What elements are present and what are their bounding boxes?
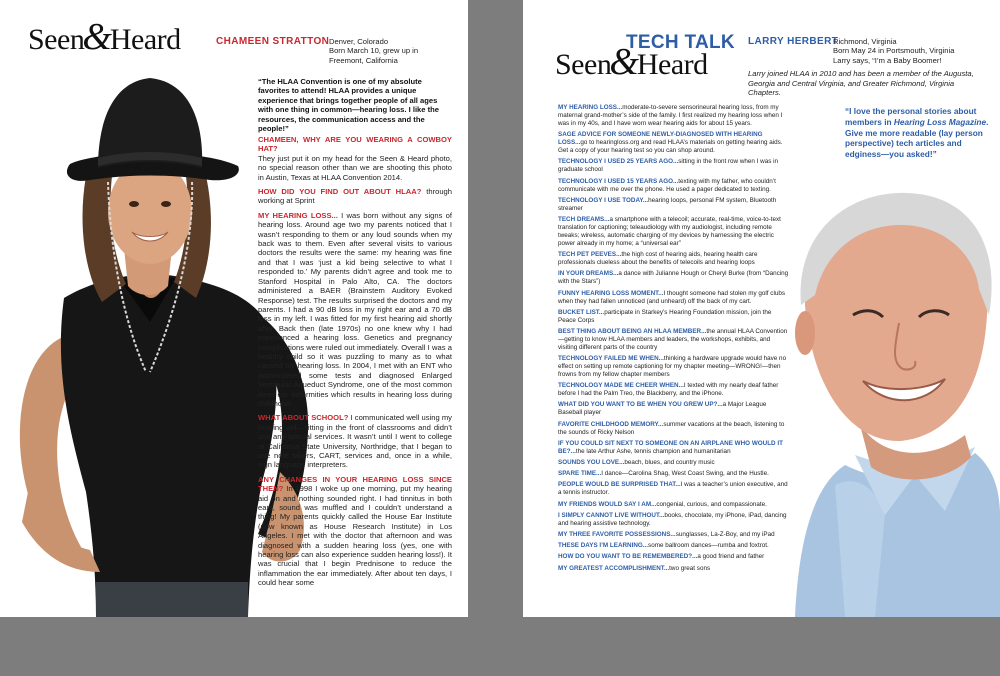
qa-paragraph [258, 187, 452, 206]
pull-quote-text: “I love the personal stories about members in [845, 106, 977, 127]
question-text: TECHNOLOGY MADE ME CHEER WHEN... [558, 382, 684, 390]
question-text: ANY CHANGES IN YOUR HEARING LOSS SINCE THEN? [258, 474, 452, 494]
person-bio [329, 37, 464, 65]
qa-item [558, 401, 790, 417]
question-text: I SIMPLY CANNOT LIVE WITHOUT... [558, 511, 665, 519]
qa-list [558, 104, 790, 576]
answer-text: They just put it on my head for the Seen & Heard photo, no special reason other than we are shooting this photo in Austin, Texas at HLAA Convention 2014. [258, 153, 452, 182]
qa-item [558, 470, 790, 478]
qa-item [558, 481, 790, 497]
logo-ampersand: & [82, 16, 112, 58]
right-page [523, 0, 1000, 617]
answer-text: moderate-to-severe sensorineural hearing loss, from my maternal grand-mother’s side of the family. I first realized my hearing loss when I was in my 40s, and I have worn wear hearing aids for about 15 years. [558, 104, 783, 127]
question-text: FUNNY HEARING LOSS MOMENT... [558, 289, 664, 297]
answer-text: I communicated well using my hearing aid—sitting in the front of classrooms and didn’t use any special services. It wasn’t until I went to college at California State University, Northridge, that I began to use note takers, CART, services and, once in a while, sign language interpreters. [258, 413, 452, 470]
qa-item [558, 197, 790, 213]
bio-line: Born May 24 in Portsmouth, Virginia [833, 46, 955, 56]
qa-paragraph [258, 135, 452, 182]
qa-paragraph [258, 475, 452, 588]
answer-text: beach, blues, and country music [624, 459, 715, 466]
question-text: WHAT DID YOU WANT TO BE WHEN YOU GREW UP?... [558, 401, 723, 409]
left-page [0, 0, 468, 617]
qa-item [558, 531, 790, 539]
section-title: TECH TALK [626, 32, 735, 53]
qa-item [558, 131, 790, 155]
qa-item [558, 309, 790, 325]
question-text: BEST THING ABOUT BEING AN HLAA MEMBER... [558, 327, 707, 335]
qa-item [558, 501, 790, 509]
question-text: TECH DREAMS... [558, 215, 610, 223]
answer-text: congenial, curious, and compassionate. [656, 500, 767, 508]
magazine-title: Hearing Loss Magazine [893, 116, 987, 127]
answer-text: books, chocolate, my iPhone, iPad, dancing and hearing assistive technology. [558, 511, 787, 527]
lead-quote: “The HLAA Convention is one of my absolute favorites to attend! HLAA provides a unique experience that brings together people of all ages with one thing in common—hearing loss. I like the resources, the communication access and the people!” [258, 77, 440, 134]
pull-quote [845, 106, 990, 160]
question-text: MY HEARING LOSS... [558, 104, 623, 111]
question-text: MY HEARING LOSS... [258, 210, 338, 220]
qa-paragraph [258, 413, 452, 469]
answer-text: hearing loops, personal FM system, Bluetooth streamer [558, 196, 777, 212]
question-text: TECH PET PEEVES... [558, 251, 622, 259]
qa-item [558, 104, 790, 128]
answer-text: I dance—Carolina Shag, West Coast Swing, and the Hustle. [601, 470, 769, 478]
qa-paragraph [258, 211, 452, 409]
person-bio [833, 37, 993, 65]
question-text: SAGE ADVICE FOR SOMEONE NEWLY-DIAGNOSED WITH HEARING LOSS... [558, 131, 763, 147]
qa-item [558, 290, 790, 306]
answer-text: I texted with my nearly deaf father before I had the Palm Treo, the Blackberry, and the iPhone. [558, 382, 779, 398]
person-name: LARRY HERBERT [748, 36, 839, 47]
answer-text: two great sons [669, 564, 711, 572]
question-text: FAVORITE CHILDHOOD MEMORY... [558, 420, 664, 428]
answer-text: through working at Sprint [258, 187, 452, 206]
question-text: PEOPLE WOULD BE SURPRISED THAT... [558, 481, 681, 489]
question-text: THESE DAYS I’M LEARNING... [558, 542, 649, 550]
qa-item [558, 553, 790, 561]
question-text: BUCKET LIST... [558, 308, 605, 316]
qa-item [558, 270, 790, 286]
question-text: SOUNDS YOU LOVE... [558, 459, 625, 466]
answer-text: sitting in the front row when I was in graduate school [558, 158, 778, 174]
qa-item [558, 178, 790, 194]
answer-text: a good friend and father [697, 553, 765, 561]
question-text: IN YOUR DREAMS... [558, 270, 619, 278]
qa-item [558, 355, 790, 379]
qa-item [558, 216, 790, 248]
answer-text: I thought someone had stolen my golf clubs when they had fallen unnoticed (and unheard) off the back of my cart. [558, 289, 786, 305]
smiling-man-photo [775, 185, 1000, 617]
question-text: TECHNOLOGY FAILED ME WHEN... [558, 355, 664, 363]
answer-text: texting with my father, who couldn’t communicate with me over the phone. He used a pager dedicated to texting. [558, 177, 776, 193]
qa-item [558, 565, 790, 573]
answer-text: I was born without any signs of hearing loss. Around age two my parents noticed that I wasn’t responding to them or any loud sounds when my back was to them. Even after several visits to various doctors the results were the same: my hearing was fine and that I was ‘just a kid being selective to what I responded to.’ My parents didn’t agree and took me to Stanford Hospital in Palo Alto, CA. The doctors administered a BAER (Brainstem Auditory Evoked Response) test. The results surprised the doctors and my parents. I had a 90 dB loss in my right ear and a 70 dB loss in my left. I was fitted for my first hearing aid shortly after. Back then (late 1970s) no one knew why I had experienced a hearing loss. Genetics and pregnancy complications were ruled out immediately. Overall I was a healthy child so it was puzzling to many as to what caused my hearing loss. In 2004, I met with an ENT who administered some tests and diagnosed Enlarged Vestibular Aqueduct Syndrome, one of the most common inner ear deformities which results in hearing loss during childhood. [258, 210, 452, 408]
answer-text: a smartphone with a telecoil; accurate, real-time, voice-to-text translation for captioning; teleaudiology with my audiologist, including remote tweaks; wireless, automatic charging of my devices by harnessing the electric power already in my home; a “universal ear” [558, 215, 781, 247]
qa-item [558, 440, 790, 456]
question-text: MY GREATEST ACCOMPLISHMENT... [558, 564, 670, 572]
answer-text: summer vacations at the beach, listening to the sounds of Ricky Nelson [558, 420, 785, 436]
answer-text: the annual HLAA Convention—getting to know HLAA members and leaders, the workshops, exhibits, and visiting different parts of the country [558, 327, 788, 351]
answer-text: thinking a hardware upgrade would have no effect on setting up remote captioning for my chapter meeting—WRONG!—then frowns from my fellow chapter members [558, 355, 787, 379]
answer-text: a dance with Julianne Hough or Cheryl Burke (from “Dancing with the Stars”) [558, 270, 789, 286]
answer-text: a Major League Baseball player [558, 401, 767, 417]
qa-item [558, 328, 790, 352]
question-text: TECHNOLOGY I USED 25 YEARS AGO... [558, 158, 679, 166]
logo-word-heard: Heard [636, 48, 708, 81]
answer-text: the late Arthur Ashe, tennis champion and humanitarian [575, 447, 731, 455]
question-text: IF YOU COULD SIT NEXT TO SOMEONE ON AN AIRPLANE WHO WOULD IT BE?... [558, 439, 783, 455]
bio-line: Born March 10, grew up in [329, 46, 419, 56]
qa-item [558, 512, 790, 528]
bio-line: Denver, Colorado [329, 37, 389, 46]
question-text: CHAMEEN, WHY ARE YOU WEARING A COWBOY HAT? [258, 135, 452, 154]
qa-item [558, 251, 790, 267]
answer-text: sunglasses, La-Z-Boy, and my iPad [675, 530, 775, 538]
person-name: CHAMEEN STRATTON [216, 36, 330, 47]
answer-text: go to hearingloss.org and read HLAA’s materials on getting hearing aids. Get a copy of your hearing test so you can shop around. [558, 139, 783, 155]
qa-item [558, 382, 790, 398]
qa-item [558, 542, 790, 550]
question-text: SPARE TIME... [558, 470, 602, 478]
seen-and-heard-logo [28, 18, 181, 56]
question-text: HOW DID YOU FIND OUT ABOUT HLAA? [258, 187, 422, 197]
question-text: HOW DO YOU WANT TO BE REMEMBERED?... [558, 553, 698, 561]
bio-line: Larry says, “I’m a Baby Boomer! [833, 55, 942, 65]
bio-line: Richmond, Virginia [833, 37, 897, 46]
logo-word-heard: Heard [109, 23, 181, 56]
answer-text: I was a teacher’s union executive, and a tennis instructor. [558, 481, 788, 497]
qa-item [558, 421, 790, 437]
logo-word-seen: Seen [555, 48, 612, 81]
logo-word-seen: Seen [28, 23, 85, 56]
answer-text: the high cost of hearing aids, hearing health care professionals clueless about the benefits of telecoils and hearing loops [558, 251, 758, 267]
interview-body [258, 135, 452, 593]
seen-and-heard-logo [555, 43, 708, 81]
logo-ampersand: & [609, 41, 639, 83]
background-band [0, 617, 1000, 676]
answer-text: In 1998 I woke up one morning, put my hearing aid on and nothing sounded right. I had tinnitus in both ears, sound was muffled and I couldn’t understand a thing! My parents quickly called the House Ear Institute (now known as House Research Institute) in Los Angeles. I met with the doctor that afternoon and was diagnosed with a sudden hearing loss (yes, one with hearing loss can also experience sudden hearing loss!). It was crucial that I begin Prednisone to reduce the inflammation the ear immediately. After about ten days, I could hear some [258, 484, 452, 588]
answer-text: participate in Starkey’s Hearing Foundation mission, join the Peace Corps [558, 308, 772, 324]
answer-text: some ballroom dances—rumba and foxtrot. [648, 542, 769, 550]
bio-line: Freemont, California [329, 55, 398, 65]
qa-item [558, 459, 790, 467]
intro-text: Larry joined HLAA in 2010 and has been a member of the Augusta, Georgia and Central Virginia, and Greater Richmond, Virginia Chapters. [748, 69, 974, 98]
qa-item [558, 158, 790, 174]
question-text: MY FRIENDS WOULD SAY I AM... [558, 500, 657, 508]
question-text: MY THREE FAVORITE POSSESSIONS... [558, 530, 676, 538]
pull-quote-text: . Give me more readable (lay person perspective) tech articles and edginess—you asked!” [845, 116, 989, 160]
question-text: TECHNOLOGY I USED 15 YEARS AGO... [558, 177, 679, 185]
question-text: TECHNOLOGY I USE TODAY... [558, 196, 649, 204]
question-text: WHAT ABOUT SCHOOL? [258, 413, 349, 423]
